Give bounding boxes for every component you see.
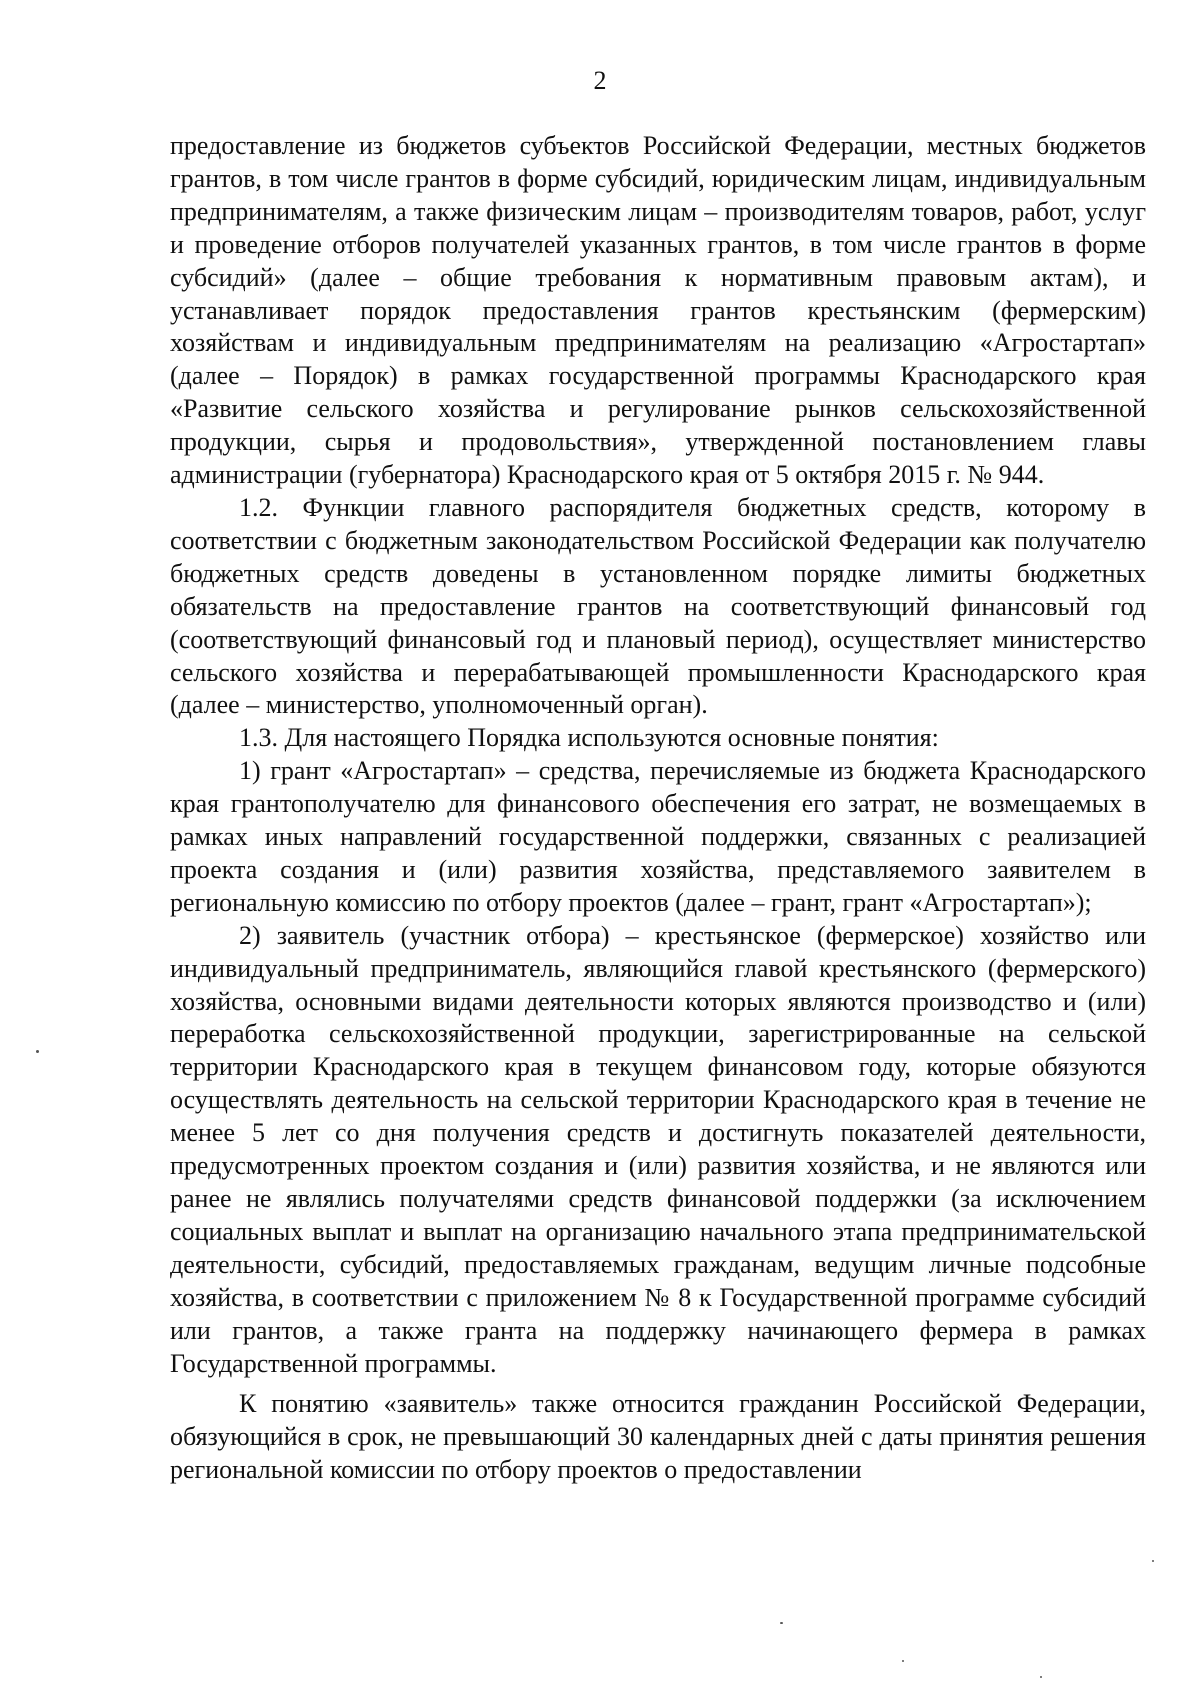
paragraph-definition-grant: 1) грант «Агростартап» – средства, перечисляемые из бюджета Краснодарского края грантополучателю для финансового обеспечения его затрат, не возмещаемых в рамках иных направлений государственной поддержки, связанных с реализацией проекта создания и (или) развития хозяйства, представляемого заявителем в региональную комиссию по отбору проектов (далее – грант, грант «Агростартап»); [170, 756, 1146, 917]
scan-speck [780, 1622, 783, 1624]
scan-speck [1152, 1560, 1154, 1562]
paragraph-applicant-extension: К понятию «заявитель» также относится гражданин Российской Федерации, обязующийся в срок, не превышающий 30 календарных дней с даты принятия решения региональной комиссии по отбору проектов о предоставлении [170, 1389, 1146, 1485]
document-body [170, 130, 1146, 1487]
paragraph-1-2: 1.2. Функции главного распорядителя бюджетных средств, которому в соответствии с бюджетным законодательством Российской Федерации как получателю бюджетных средств доведены в установленном порядке лимиты бюджетных обязательств на предоставление грантов на соответствующий финансовый год (соответствующий финансовый год и плановый период), осуществляет министерство сельского хозяйства и перерабатывающей промышленности Краснодарского края (далее – министерство, уполномоченный орган). [170, 492, 1146, 720]
paragraph-intro-continued: предоставление из бюджетов субъектов Российской Федерации, местных бюджетов грантов, в том числе грантов в форме субсидий, юридическим лицам, индивидуальным предпринимателям, а также физическим лицам – производителям товаров, работ, услуг и проведение отборов получателей указанных грантов, в том числе грантов в форме субсидий» (далее – общие требования к нормативным правовым актам), и устанавливает порядок предоставления грантов крестьянским (фермерским) хозяйствам и индивидуальным предпринимателям на реализацию «Агростартап» (далее – Порядок) в рамках государственной программы Краснодарского края «Развитие сельского хозяйства и регулирование рынков сельскохозяйственной продукции, сырья и продовольствия», утвержденной постановлением главы администрации (губернатора) Краснодарского края от 5 октября 2015 г. № 944. [170, 131, 1146, 490]
paragraph-definition-applicant: 2) заявитель (участник отбора) – крестьянское (фермерское) хозяйство или индивидуальный предприниматель, являющийся главой крестьянского (фермерского) хозяйства, основными видами деятельности которых являются производство и (или) переработка сельскохозяйственной продукции, зарегистрированные на сельской территории Краснодарского края в текущем финансовом году, которые обязуются осуществлять деятельность на сельской территории Краснодарского края в течение не менее 5 лет со дня получения средств и достигнуть показателей деятельности, предусмотренных проектом создания и (или) развития хозяйства, и не являются или ранее не являлись получателями средств финансовой поддержки (за исключением социальных выплат и выплат на организацию начального этапа предпринимательской деятельности, субсидий, предоставляемых гражданам, ведущим личные подсобные хозяйства, в соответствии с приложением № 8 к Государственной программе субсидий или грантов, а также гранта на поддержку начинающего фермера в рамках Государственной программы. [170, 920, 1146, 1378]
page-number: 2 [593, 66, 607, 95]
paragraph-1-3: 1.3. Для настоящего Порядка используются основные понятия: [239, 723, 939, 753]
scan-speck [36, 1050, 39, 1053]
scan-speck [1040, 1676, 1042, 1678]
scan-speck [902, 1660, 904, 1662]
